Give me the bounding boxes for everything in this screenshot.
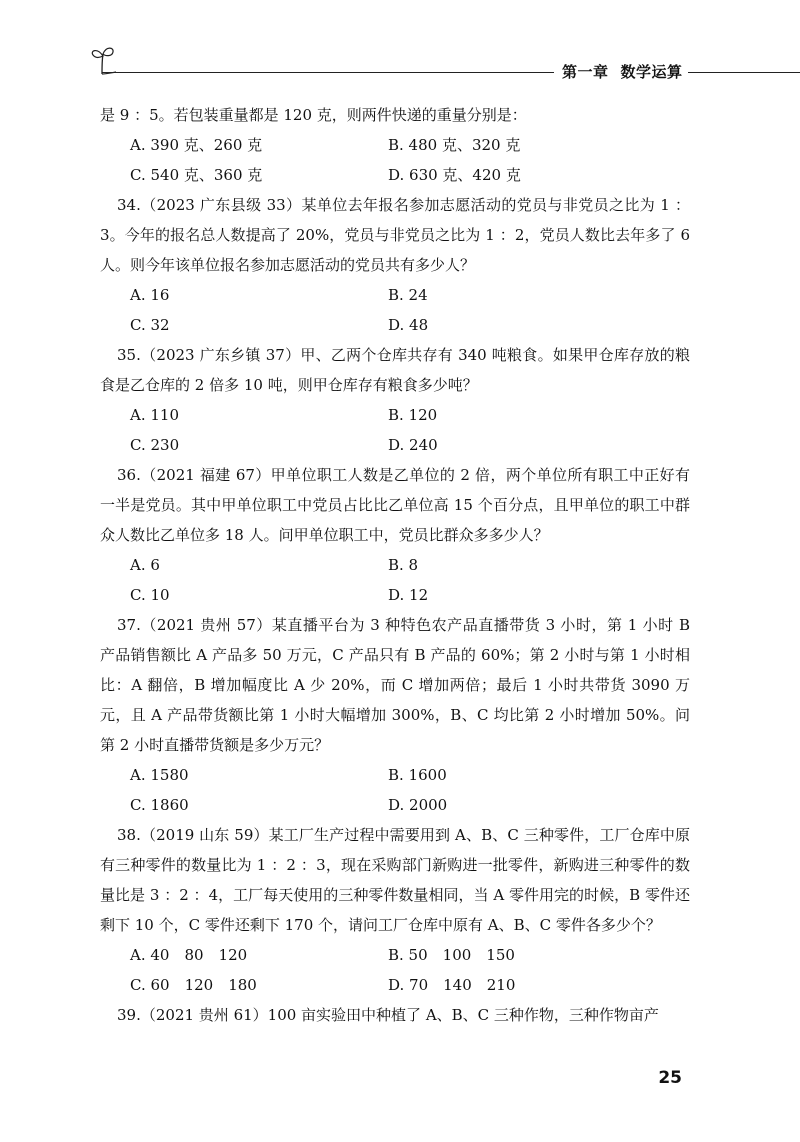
option: D. 2000 (388, 796, 448, 814)
option: B. 50 100 150 (388, 946, 515, 964)
page-number: 25 (658, 1068, 682, 1088)
question-39: 39.（2021 贵州 61）100 亩实验田中种植了 A、B、C 三种作物，三种作物亩产 (117, 1006, 659, 1024)
option: A. 16 (130, 286, 170, 304)
question-35: 35.（2023 广东乡镇 37）甲、乙两个仓库共存有 340 吨粮食。如果甲仓库存放的粮食是乙仓库的 2 倍多 10 吨，则甲仓库存有粮食多少吨？ (100, 346, 690, 394)
option: A. 6 (130, 556, 160, 574)
option-grid (100, 280, 690, 340)
question-34: 34.（2023 广东县级 33）某单位去年报名参加志愿活动的党员与非党员之比为 1 ：3。今年的报名总人数提高了 20%，党员与非党员之比为 1 ：2，党员人数比去年多了 6 人。则今年该单位报名参加志愿活动的党员共有多少人？ (100, 196, 690, 274)
option: A. 110 (130, 406, 179, 424)
option: A. 40 80 120 (130, 946, 248, 964)
page-header (88, 44, 800, 84)
header-rule-left (102, 72, 554, 73)
header-rule-right (688, 72, 800, 73)
option-grid (100, 760, 690, 820)
option: C. 540 克、360 克 (130, 166, 263, 184)
option-grid (100, 940, 690, 1000)
option-grid (100, 130, 690, 190)
option: A. 390 克、260 克 (130, 136, 263, 154)
continuation-text: 是 9 ：5。若包装重量都是 120 克，则两件快递的重量分别是： (100, 106, 527, 124)
option-grid (100, 550, 690, 610)
question-36: 36.（2021 福建 67）甲单位职工人数是乙单位的 2 倍，两个单位所有职工中正好有一半是党员。其中甲单位职工中党员占比比乙单位高 15 个百分点，且甲单位的职工中群众人数比乙单位多 18 人。问甲单位职工中，党员比群众多多少人？ (100, 466, 690, 544)
option: D. 70 140 210 (388, 976, 516, 994)
option: A. 1580 (130, 766, 189, 784)
option: C. 1860 (130, 796, 189, 814)
option: B. 24 (388, 286, 428, 304)
option: B. 480 克、320 克 (388, 136, 521, 154)
option-grid (100, 400, 690, 460)
option: B. 8 (388, 556, 419, 574)
option: C. 10 (130, 586, 170, 604)
chapter-title: 数学运算 (620, 63, 683, 81)
option: D. 630 克、420 克 (388, 166, 521, 184)
option: D. 12 (388, 586, 429, 604)
chapter-heading (562, 61, 686, 82)
option: C. 32 (130, 316, 170, 334)
chapter-number: 第一章 (562, 63, 609, 81)
option: D. 240 (388, 436, 438, 454)
option: B. 1600 (388, 766, 447, 784)
question-37: 37.（2021 贵州 57）某直播平台为 3 种特色农产品直播带货 3 小时，第 1 小时 B 产品销售额比 A 产品多 50 万元，C 产品只有 B 产品的 60%；第 2 小时与第 1 小时相比：A 翻倍，B 增加幅度比 A 少 20%，而 C 增加两倍；最后 1 小时共带货 3090 万元，且 A 产品带货额比第 1 小时大幅增加 300%，B、C 均比第 2 小时增加 50%。问第 2 小时直播带货额是多少万元？ (100, 616, 690, 754)
page-content (100, 100, 690, 1030)
question-38: 38.（2019 山东 59）某工厂生产过程中需要用到 A、B、C 三种零件，工厂仓库中原有三种零件的数量比为 1 ：2 ：3，现在采购部门新购进一批零件，新购进三种零件的数量比是 3 ：2 ：4，工厂每天使用的三种零件数量相同，当 A 零件用完的时候，B 零件还剩下 10 个，C 零件还剩下 170 个，请问工厂仓库中原有 A、B、C 零件各多少个？ (100, 826, 690, 934)
option: B. 120 (388, 406, 438, 424)
option: D. 48 (388, 316, 429, 334)
option: C. 230 (130, 436, 180, 454)
option: C. 60 120 180 (130, 976, 257, 994)
